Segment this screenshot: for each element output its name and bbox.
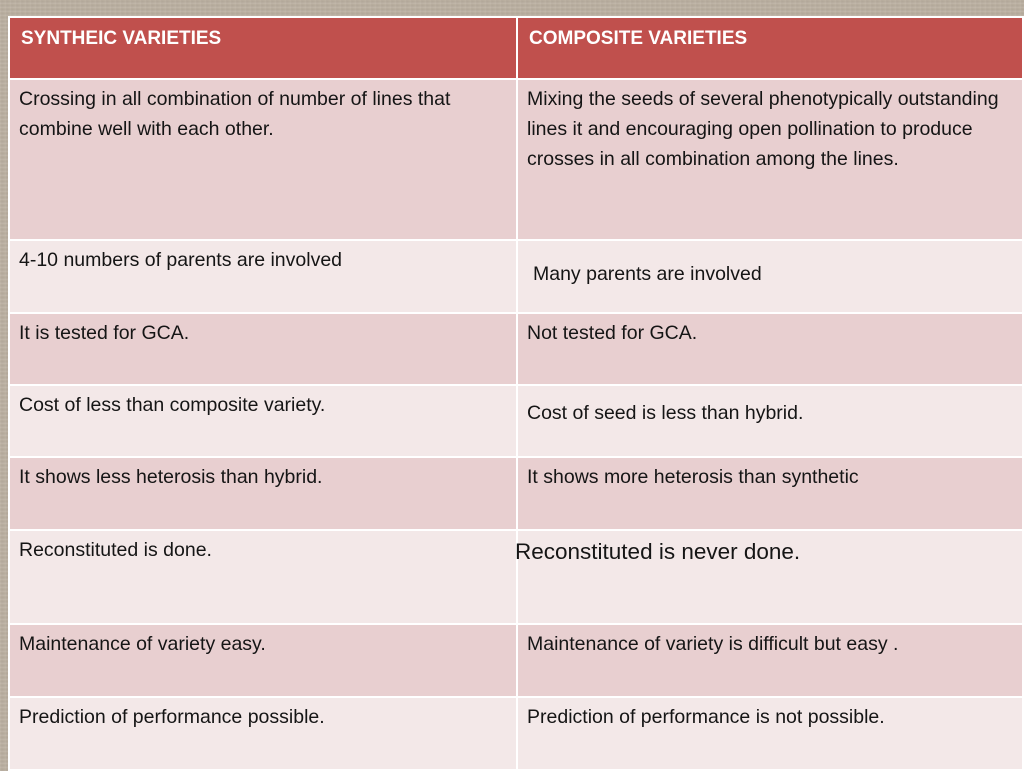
table-row (9, 624, 1023, 697)
table-row (9, 240, 1023, 313)
composite-cell-text: Many parents are involved (533, 263, 762, 285)
composite-cell-text: Reconstituted is never done. (515, 539, 801, 564)
synthetic-cell: Prediction of performance possible. (9, 697, 517, 770)
synthetic-cell: 4-10 numbers of parents are involved (9, 240, 517, 313)
table-row (9, 313, 1023, 385)
synthetic-cell: Crossing in all combination of number of lines that combine well with each other. (9, 79, 517, 240)
table-row (9, 385, 1023, 457)
table-row (9, 457, 1023, 530)
composite-cell: Maintenance of variety is difficult but easy . (517, 624, 1023, 697)
synthetic-cell: Cost of less than composite variety. (9, 385, 517, 457)
comparison-table (8, 16, 1024, 771)
composite-cell: Not tested for GCA. (517, 313, 1023, 385)
composite-cell: It shows more heterosis than synthetic (517, 457, 1023, 530)
synthetic-cell: It shows less heterosis than hybrid. (9, 457, 517, 530)
composite-cell (517, 530, 1023, 624)
composite-cell-text: Cost of seed is less than hybrid. (527, 402, 804, 424)
synthetic-cell: Reconstituted is done. (9, 530, 517, 624)
table-row (9, 530, 1023, 624)
header-row (9, 17, 1023, 79)
table-row (9, 79, 1023, 240)
composite-cell: Prediction of performance is not possible. (517, 697, 1023, 770)
composite-cell (517, 240, 1023, 313)
composite-cell: Mixing the seeds of several phenotypically outstanding lines it and encouraging open pollination to produce crosses in all combination among the lines. (517, 79, 1023, 240)
header-synthetic-varieties: SYNTHEIC VARIETIES (9, 17, 517, 79)
composite-cell (517, 385, 1023, 457)
synthetic-cell: Maintenance of variety easy. (9, 624, 517, 697)
header-composite-varieties: COMPOSITE VARIETIES (517, 17, 1023, 79)
table-row (9, 697, 1023, 770)
synthetic-cell: It is tested for GCA. (9, 313, 517, 385)
